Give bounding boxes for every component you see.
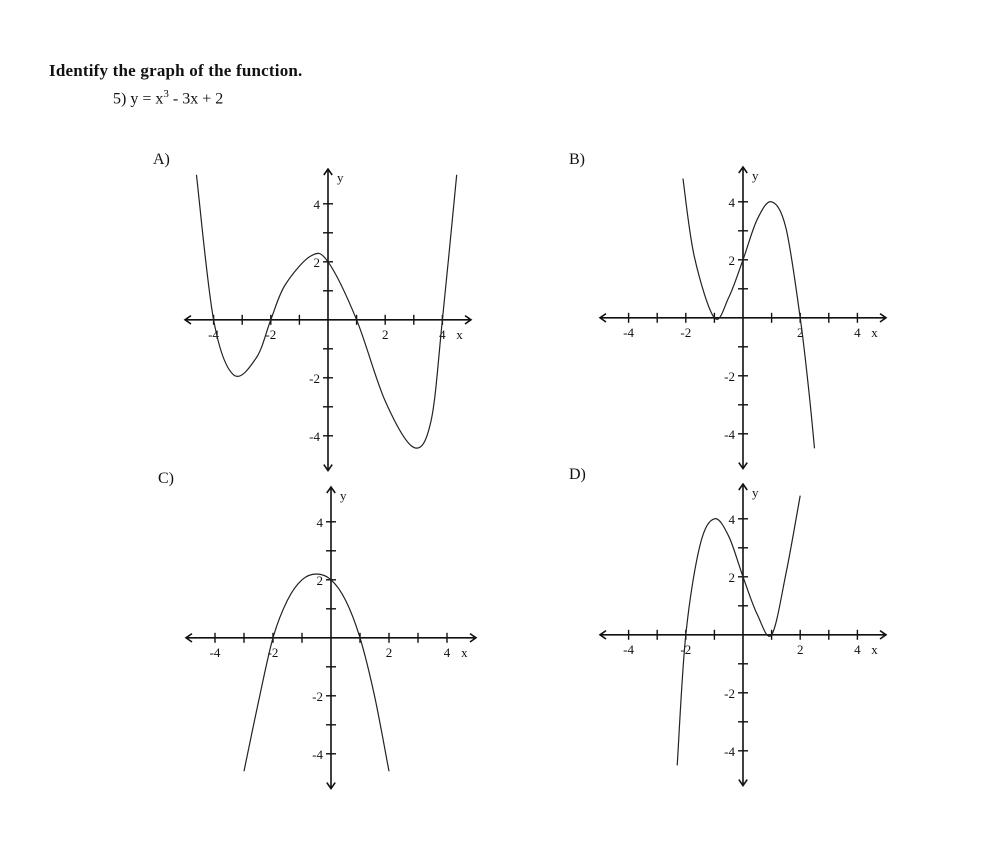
- x-tick-label-a: 2: [381, 326, 389, 342]
- x-tick-label-d: -2: [680, 641, 692, 657]
- x-tick-label-c: 2: [385, 644, 393, 660]
- x-tick-label-b: 2: [796, 324, 804, 340]
- x-tick-label-b: -4: [623, 324, 635, 340]
- x-tick-label-d: -4: [623, 641, 635, 657]
- y-tick-label-b: 2: [728, 252, 735, 268]
- y-tick-label-a: -2: [309, 370, 320, 386]
- y-axis-label-a: y: [337, 170, 344, 186]
- x-axis-label-d: x: [871, 641, 878, 657]
- y-tick-label-c: -4: [312, 746, 323, 762]
- x-tick-label-d: 2: [796, 641, 804, 657]
- y-tick-label-c: 2: [316, 572, 323, 588]
- option-b-label[interactable]: B): [569, 151, 585, 168]
- graph-option-a[interactable]: [185, 169, 471, 471]
- x-tick-label-c: 4: [443, 644, 451, 660]
- y-tick-label-a: 2: [313, 254, 320, 270]
- x-tick-label-c: -4: [209, 644, 221, 660]
- y-tick-label-d: 4: [728, 511, 735, 527]
- problem-rest: - 3x + 2: [172, 90, 224, 108]
- graph-option-b[interactable]: [600, 167, 886, 469]
- y-axis-label-c: y: [340, 488, 347, 504]
- x-tick-label-d: 4: [854, 641, 861, 657]
- x-tick-label-a: 4: [439, 326, 446, 342]
- y-tick-label-a: 4: [313, 196, 320, 212]
- x-tick-label-c: -2: [267, 644, 279, 660]
- option-a-label[interactable]: A): [153, 151, 170, 168]
- curve-b: [683, 179, 815, 449]
- x-tick-label-a: -4: [208, 326, 220, 342]
- y-tick-label-b: -2: [724, 368, 735, 384]
- option-c-label[interactable]: C): [158, 470, 174, 487]
- y-tick-label-b: 4: [728, 194, 735, 210]
- y-tick-label-c: 4: [316, 514, 323, 530]
- x-tick-label-b: 4: [854, 324, 861, 340]
- y-tick-label-d: -2: [724, 685, 735, 701]
- option-d-label[interactable]: D): [569, 466, 586, 483]
- problem-number: 5): [113, 90, 127, 108]
- graph-option-c[interactable]: [186, 487, 476, 789]
- x-tick-label-a: -2: [265, 326, 277, 342]
- y-axis-label-d: y: [752, 485, 759, 501]
- problem-exponent: 3: [163, 88, 169, 100]
- graph-option-d[interactable]: [600, 484, 886, 786]
- curve-c: [244, 574, 389, 771]
- y-tick-label-d: -4: [724, 743, 735, 759]
- x-axis-label-c: x: [461, 644, 468, 660]
- x-tick-label-b: -2: [680, 324, 692, 340]
- instruction-text: Identify the graph of the function.: [49, 61, 303, 80]
- y-axis-label-b: y: [752, 168, 759, 184]
- x-axis-label-a: x: [456, 326, 463, 342]
- curve-d: [677, 496, 800, 766]
- problem-statement: [113, 88, 223, 108]
- problem-lhs: y = x: [130, 90, 164, 108]
- y-tick-label-d: 2: [728, 569, 735, 585]
- y-tick-label-a: -4: [309, 428, 320, 444]
- y-tick-label-c: -2: [312, 688, 323, 704]
- x-axis-label-b: x: [871, 324, 878, 340]
- y-tick-label-b: -4: [724, 426, 735, 442]
